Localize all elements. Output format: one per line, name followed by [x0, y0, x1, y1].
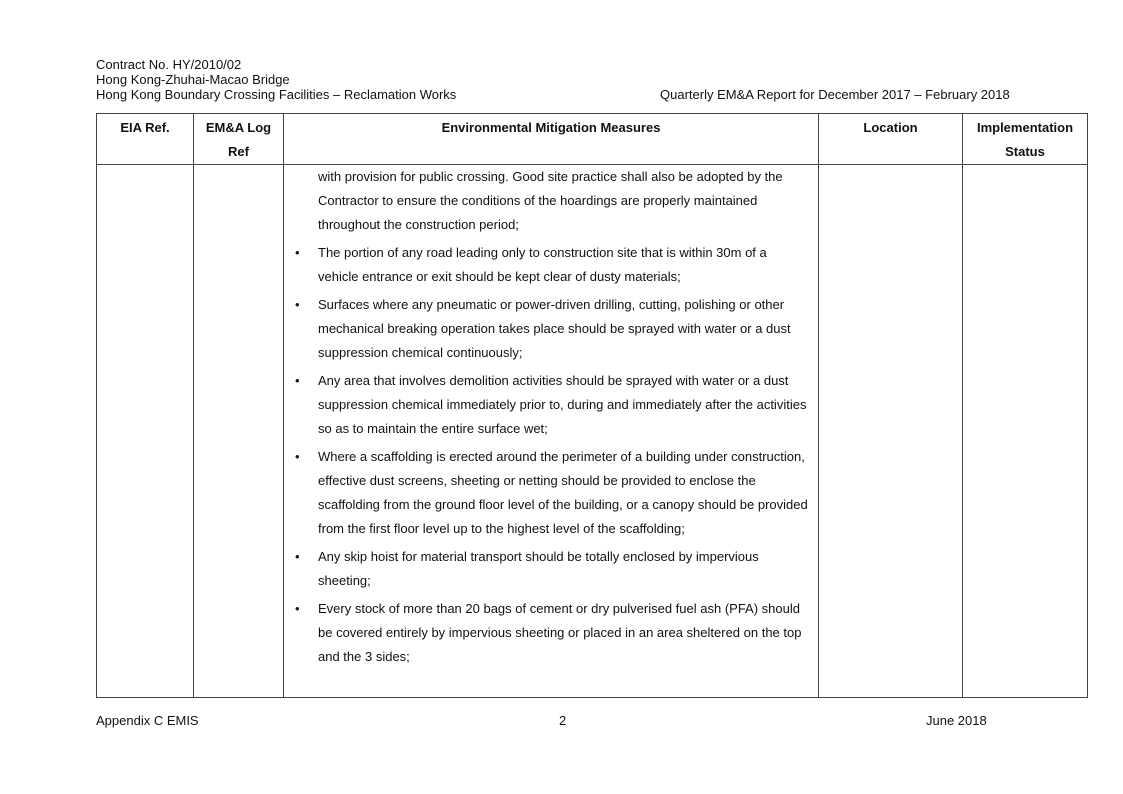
list-item [284, 241, 818, 289]
measure-text: Any area that involves demolition activities should be sprayed with water or a dust suppression chemical immediately prior to, during and immediately after the activities so as to maintain the entire surface wet; [318, 373, 807, 436]
bullet-marker: • [295, 601, 300, 616]
cell-eia-ref [97, 165, 194, 698]
measure-text: Any skip hoist for material transport should be totally enclosed by impervious sheeting; [318, 549, 759, 588]
bullet-marker: • [295, 373, 300, 388]
measure-text: with provision for public crossing. Good site practice shall also be adopted by the Contractor to ensure the conditions of the hoardings are properly maintained throughout the construction period; [318, 169, 783, 232]
list-item [284, 293, 818, 365]
measure-text: The portion of any road leading only to construction site that is within 30m of a vehicle entrance or exit should be kept clear of dusty materials; [318, 245, 767, 284]
page-number: 2 [559, 713, 567, 728]
list-item [284, 369, 818, 441]
cell-location [819, 165, 963, 698]
column-header-eia-ref: EIA Ref. [97, 114, 194, 165]
measure-text: Surfaces where any pneumatic or power-driven drilling, cutting, polishing or other mechanical breaking operation takes place should be sprayed with water or a dust suppression chemical continuously; [318, 297, 791, 360]
list-item [284, 597, 818, 669]
footer-appendix: Appendix C EMIS [96, 713, 199, 728]
column-header-ema-log-ref: EM&A Log Ref [194, 114, 284, 165]
list-item [284, 545, 818, 593]
measure-text: Where a scaffolding is erected around the perimeter of a building under construction, effective dust screens, sheeting or netting should be provided to enclose the scaffolding from the ground floor level of the building, or a canopy should be provided from the first floor level up to the highest level of the scaffolding; [318, 449, 808, 536]
footer-date: June 2018 [926, 713, 987, 728]
table-header-row [97, 114, 1088, 165]
cell-status [963, 165, 1088, 698]
cell-measures [284, 165, 819, 698]
column-header-status: Implementation Status [963, 114, 1088, 165]
measure-text: Every stock of more than 20 bags of cement or dry pulverised fuel ash (PFA) should be covered entirely by impervious sheeting or placed in an area sheltered on the top and the 3 sides; [318, 601, 802, 664]
document-header [96, 57, 456, 102]
cell-ema-log-ref [194, 165, 284, 698]
measures-list [284, 165, 818, 669]
project-name: Hong Kong-Zhuhai-Macao Bridge [96, 72, 290, 87]
bullet-marker: • [295, 449, 300, 464]
column-header-measures: Environmental Mitigation Measures [284, 114, 819, 165]
report-title: Quarterly EM&A Report for December 2017 – February 2018 [660, 87, 1010, 102]
column-header-location: Location [819, 114, 963, 165]
bullet-marker: • [295, 297, 300, 312]
facility-name: Hong Kong Boundary Crossing Facilities – Reclamation Works [96, 87, 457, 102]
contract-number: Contract No. HY/2010/02 [96, 57, 242, 72]
bullet-marker: • [295, 245, 300, 260]
list-item [284, 165, 818, 237]
emis-table [96, 113, 1088, 698]
table-row [97, 165, 1088, 698]
list-item [284, 445, 818, 541]
bullet-marker: • [295, 549, 300, 564]
